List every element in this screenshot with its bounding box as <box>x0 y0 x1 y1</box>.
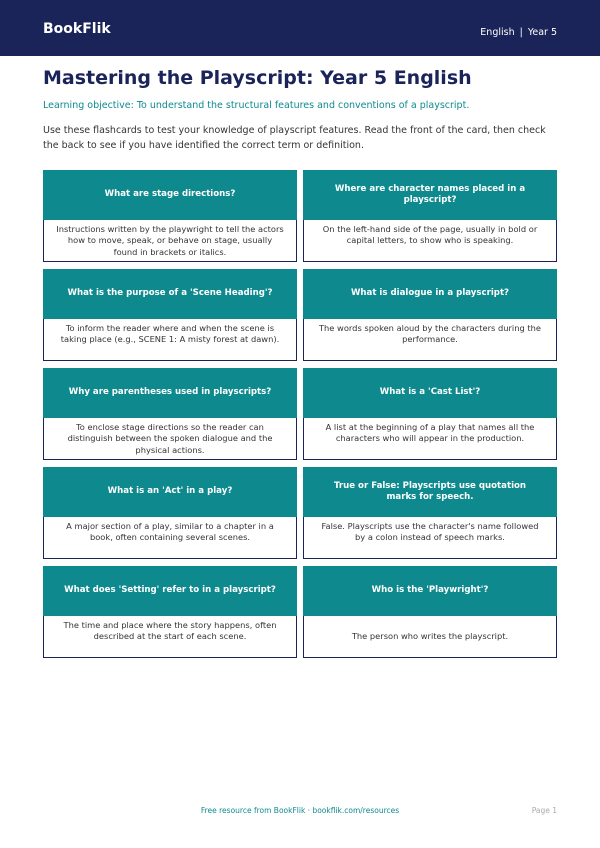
flashcard-front: What is dialogue in a playscript? <box>303 269 557 319</box>
header-meta <box>480 28 557 38</box>
page-title: Mastering the Playscript: Year 5 English <box>43 67 472 89</box>
flashcard[interactable] <box>303 368 557 460</box>
flashcard-back: To inform the reader where and when the scene is taking place (e.g., SCENE 1: A misty forest at dawn). <box>43 319 297 361</box>
flashcard[interactable] <box>43 467 297 559</box>
flashcard-grid <box>43 170 557 658</box>
year-label: Year 5 <box>527 27 557 38</box>
learning-objective: Learning objective: To understand the structural features and conventions of a playscript. <box>43 100 470 111</box>
flashcard[interactable] <box>43 269 297 361</box>
flashcard-front: Where are character names placed in a playscript? <box>303 170 557 220</box>
flashcard-front: What is a 'Cast List'? <box>303 368 557 418</box>
flashcard[interactable] <box>303 269 557 361</box>
page-number: Page 1 <box>531 806 557 815</box>
flashcard-back: On the left-hand side of the page, usually in bold or capital letters, to show who is speaking. <box>303 220 557 262</box>
flashcard[interactable] <box>303 467 557 559</box>
flashcard-front: What are stage directions? <box>43 170 297 220</box>
flashcard-front: True or False: Playscripts use quotation marks for speech. <box>303 467 557 517</box>
page-footer <box>0 806 600 820</box>
meta-separator: | <box>519 27 523 38</box>
flashcard-back: A major section of a play, similar to a chapter in a book, often containing several scenes. <box>43 517 297 559</box>
flashcard-back: The person who writes the playscript. <box>303 616 557 658</box>
intro-text: Use these flashcards to test your knowledge of playscript features. Read the front of the card, then check the back to see if you have identified the correct term or definition. <box>43 125 546 151</box>
footer-credit[interactable]: Free resource from BookFlik · bookflik.com/resources <box>200 806 400 815</box>
flashcard[interactable] <box>303 170 557 262</box>
flashcard[interactable] <box>303 566 557 658</box>
subject-label: English <box>480 27 515 38</box>
flashcard-front: What is an 'Act' in a play? <box>43 467 297 517</box>
flashcard-back: Instructions written by the playwright to tell the actors how to move, speak, or behave on stage, usually found in brackets or italics. <box>43 220 297 262</box>
flashcard[interactable] <box>43 566 297 658</box>
flashcard-back: The time and place where the story happens, often described at the start of each scene. <box>43 616 297 658</box>
flashcard-back: A list at the beginning of a play that names all the characters who will appear in the production. <box>303 418 557 460</box>
flashcard-back: The words spoken aloud by the characters during the performance. <box>303 319 557 361</box>
flashcard-back: To enclose stage directions so the reader can distinguish between the spoken dialogue and the physical actions. <box>43 418 297 460</box>
brand-logo[interactable]: BookFlik <box>43 21 111 37</box>
flashcard[interactable] <box>43 170 297 262</box>
flashcard-front: What is the purpose of a 'Scene Heading'? <box>43 269 297 319</box>
header-bar <box>0 0 600 56</box>
flashcard[interactable] <box>43 368 297 460</box>
flashcard-front: Why are parentheses used in playscripts? <box>43 368 297 418</box>
flashcard-front: What does 'Setting' refer to in a playscript? <box>43 566 297 616</box>
flashcard-front: Who is the 'Playwright'? <box>303 566 557 616</box>
flashcard-back: False. Playscripts use the character's name followed by a colon instead of speech marks. <box>303 517 557 559</box>
